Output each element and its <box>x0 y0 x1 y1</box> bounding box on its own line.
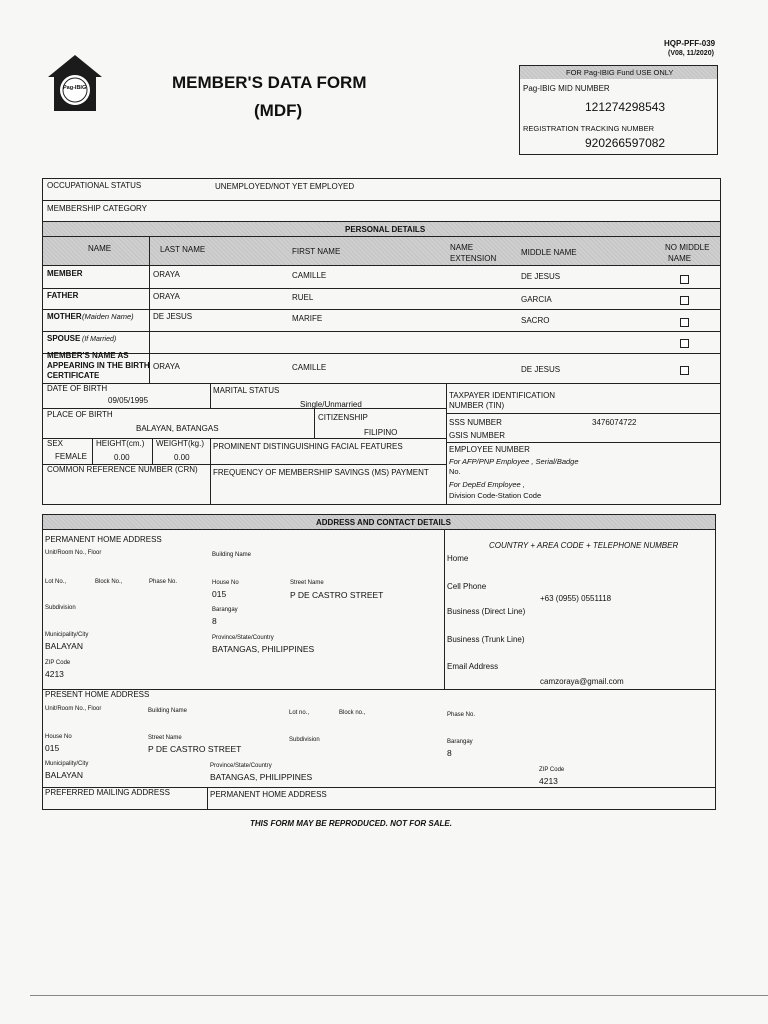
sss-label: SSS NUMBER <box>449 418 502 427</box>
perm-municipality-label: Municipality/City <box>45 632 89 638</box>
perm-barangay-value: 8 <box>212 616 217 626</box>
father-last-name: ORAYA <box>153 292 180 301</box>
place-of-birth-label: PLACE OF BIRTH <box>47 410 113 419</box>
email-value: camzoraya@gmail.com <box>540 677 624 686</box>
business-trunk-label: Business (Trunk Line) <box>447 635 525 644</box>
weight-value: 0.00 <box>174 453 190 462</box>
mother-row-label: MOTHER <box>47 312 82 321</box>
col-no-middle-1: NO MIDDLE <box>665 243 710 252</box>
crn-label: COMMON REFERENCE NUMBER (CRN) <box>47 465 198 474</box>
perm-municipality-value: BALAYAN <box>45 641 83 651</box>
present-block-label: Block no., <box>339 710 366 716</box>
mother-last-name: DE JESUS <box>153 312 193 321</box>
page-subtitle: (MDF) <box>254 101 303 120</box>
birth-cert-label-3: CERTIFICATE <box>47 371 100 380</box>
member-row-label: MEMBER <box>47 269 83 278</box>
present-province-label: Province/State/Country <box>210 763 272 769</box>
marital-status-value: Single/Unmarried <box>300 400 362 409</box>
sss-value: 3476074722 <box>592 418 637 427</box>
perm-province-value: BATANGAS, PHILIPPINES <box>212 644 315 654</box>
phone-heading: COUNTRY + AREA CODE + TELEPHONE NUMBER <box>489 541 679 550</box>
scan-edge-line <box>30 995 768 996</box>
perm-building-label: Building Name <box>212 552 252 558</box>
perm-lot-label: Lot No., <box>45 579 67 585</box>
employee-number-label: EMPLOYEE NUMBER <box>449 445 530 454</box>
dob-value: 09/05/1995 <box>108 396 149 405</box>
tin-label-1: TAXPAYER IDENTIFICATION <box>449 391 556 400</box>
perm-street-value: P DE CASTRO STREET <box>290 590 384 600</box>
member-first-name: CAMILLE <box>292 271 327 280</box>
form-version: (V08, 11/2020) <box>668 50 714 57</box>
height-value: 0.00 <box>114 453 130 462</box>
present-unit-label: Unit/Room No., Floor <box>45 706 102 712</box>
sex-value: FEMALE <box>55 452 88 461</box>
present-building-label: Building Name <box>148 708 188 714</box>
mid-label: Pag-IBIG MID NUMBER <box>523 84 610 93</box>
member-last-name: ORAYA <box>153 270 180 279</box>
perm-house-label: House No <box>212 580 239 586</box>
perm-phase-label: Phase No. <box>149 579 178 585</box>
col-no-middle-2: NAME <box>668 254 692 263</box>
membership-category-label: MEMBERSHIP CATEGORY <box>47 204 148 213</box>
col-middle-name: MIDDLE NAME <box>521 248 577 257</box>
mother-first-name: MARIFE <box>292 314 323 323</box>
email-label: Email Address <box>447 662 499 671</box>
rtn-label: REGISTRATION TRACKING NUMBER <box>523 124 654 133</box>
spouse-row-note: (If Married) <box>82 336 117 343</box>
permanent-address-label: PERMANENT HOME ADDRESS <box>45 535 162 544</box>
present-zip-label: ZIP Code <box>539 767 565 773</box>
perm-province-label: Province/State/Country <box>212 635 274 641</box>
father-no-middle-checkbox[interactable] <box>680 296 689 305</box>
citizenship-value: FILIPINO <box>364 428 398 437</box>
frequency-label: FREQUENCY OF MEMBERSHIP SAVINGS (MS) PAYMENT <box>213 468 429 477</box>
present-zip-value: 4213 <box>539 776 558 786</box>
present-subdivision-label: Subdivision <box>289 737 320 743</box>
occupational-status-label: OCCUPATIONAL STATUS <box>47 181 142 190</box>
page-title: MEMBER'S DATA FORM <box>172 73 367 92</box>
cell-phone-value: +63 (0955) 0551118 <box>540 594 612 603</box>
present-lot-label: Lot no., <box>289 710 310 716</box>
member-no-middle-checkbox[interactable] <box>680 275 689 284</box>
place-of-birth-value: BALAYAN, BATANGAS <box>136 424 219 433</box>
col-name-extension-2: EXTENSION <box>450 254 497 263</box>
perm-block-label: Block No., <box>95 579 123 585</box>
facial-features-label: PROMINENT DISTINGUISHING FACIAL FEATURES <box>213 442 403 451</box>
father-first-name: RUEL <box>292 293 314 302</box>
present-address-label: PRESENT HOME ADDRESS <box>45 690 150 699</box>
deped-note-2: Division Code-Station Code <box>449 491 542 500</box>
mid-number: 121274298543 <box>585 100 666 114</box>
member-middle-name: DE JESUS <box>521 272 561 281</box>
address-form-box <box>42 514 716 810</box>
cell-phone-label: Cell Phone <box>447 582 487 591</box>
perm-barangay-label: Barangay <box>212 607 238 613</box>
afp-pnp-note-2: No. <box>449 467 461 476</box>
dob-label: DATE OF BIRTH <box>47 384 108 393</box>
deped-note-1: For DepEd Employee , <box>449 480 525 489</box>
present-province-value: BATANGAS, PHILIPPINES <box>210 772 313 782</box>
perm-subdivision-label: Subdivision <box>45 605 76 611</box>
present-phase-label: Phase No. <box>447 712 476 718</box>
preferred-mailing-label: PREFERRED MAILING ADDRESS <box>45 788 170 797</box>
birth-cert-label-1: MEMBER'S NAME AS <box>47 351 129 360</box>
birth-cert-last-name: ORAYA <box>153 362 180 371</box>
occupational-status-value: UNEMPLOYED/NOT YET EMPLOYED <box>215 182 355 191</box>
personal-details-heading: PERSONAL DETAILS <box>345 225 426 234</box>
spouse-row-label: SPOUSE <box>47 334 81 343</box>
business-direct-label: Business (Direct Line) <box>447 607 526 616</box>
mother-middle-name: SACRO <box>521 316 550 325</box>
rtn-number: 920266597082 <box>585 136 666 150</box>
col-name: NAME <box>88 244 112 253</box>
perm-street-label: Street Name <box>290 580 324 586</box>
citizenship-label: CITIZENSHIP <box>318 413 368 422</box>
col-first-name: FIRST NAME <box>292 247 341 256</box>
perm-unit-label: Unit/Room No., Floor <box>45 550 102 556</box>
sex-label: SEX <box>47 439 64 448</box>
present-house-label: House No <box>45 734 72 740</box>
pag-ibig-logo <box>46 53 104 115</box>
form-code: HQP-PFF-039 <box>664 39 716 48</box>
birth-cert-first-name: CAMILLE <box>292 363 327 372</box>
marital-status-label: MARITAL STATUS <box>213 386 280 395</box>
preferred-mailing-value: PERMANENT HOME ADDRESS <box>210 790 327 799</box>
perm-zip-label: ZIP Code <box>45 660 71 666</box>
perm-zip-value: 4213 <box>45 669 64 679</box>
mother-no-middle-checkbox[interactable] <box>680 318 689 327</box>
afp-pnp-note-1: For AFP/PNP Employee , Serial/Badge <box>449 457 579 466</box>
address-heading: ADDRESS AND CONTACT DETAILS <box>316 518 451 527</box>
birth-cert-label-2: APPEARING IN THE BIRTH <box>47 361 150 370</box>
fund-use-heading: FOR Pag-IBIG Fund USE ONLY <box>566 68 674 77</box>
birth-cert-no-middle-checkbox[interactable] <box>680 366 689 375</box>
present-municipality-label: Municipality/City <box>45 761 89 767</box>
perm-house-value: 015 <box>212 589 227 599</box>
present-municipality-value: BALAYAN <box>45 770 83 780</box>
height-label: HEIGHT(cm.) <box>96 439 145 448</box>
present-barangay-value: 8 <box>447 748 452 758</box>
col-last-name: LAST NAME <box>160 245 206 254</box>
col-name-extension-1: NAME <box>450 243 474 252</box>
gsis-label: GSIS NUMBER <box>449 431 506 440</box>
birth-cert-middle-name: DE JESUS <box>521 365 561 374</box>
present-street-value: P DE CASTRO STREET <box>148 744 242 754</box>
present-house-value: 015 <box>45 743 60 753</box>
father-middle-name: GARCIA <box>521 295 552 304</box>
mother-row-note: (Maiden Name) <box>82 312 134 321</box>
weight-label: WEIGHT(kg.) <box>156 439 204 448</box>
present-street-label: Street Name <box>148 735 182 741</box>
logo-text: Pag-IBIG <box>63 85 87 91</box>
father-row-label: FATHER <box>47 291 79 300</box>
reproduction-note: THIS FORM MAY BE REPRODUCED. NOT FOR SALE. <box>250 819 452 828</box>
spouse-no-middle-checkbox[interactable] <box>680 339 689 348</box>
tin-label-2: NUMBER (TIN) <box>449 401 505 410</box>
home-phone-label: Home <box>447 554 469 563</box>
present-barangay-label: Barangay <box>447 739 473 745</box>
